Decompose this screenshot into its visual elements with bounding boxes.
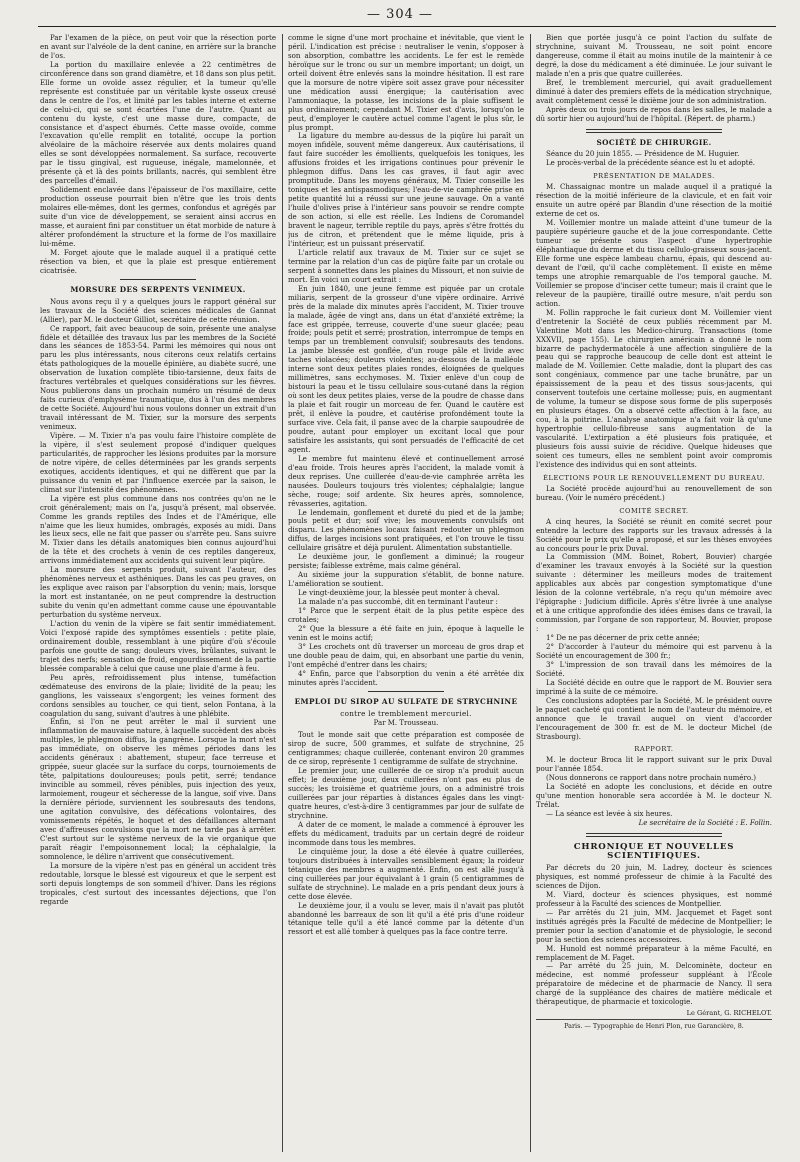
paragraph: La portion du maxillaire enlevée a 22 centimètres de circonférence dans son grand diamètre, et 18 dans son plus petit. Elle forme un ovoïde assez régulier, et la tumeur qu'elle représente est constituée par un véritable kyste osseux creusé dans le centre de l'os, et limité par les tables interne et externe de celui-ci, qui se sont écartées l'une de l'autre. Quant au contenu du kyste, c'est une masse dure, compacte, de consistance et d'aspect éburnés. Cette masse ovoïde, comme l'excavation qu'elle remplit en totalité, occupe la portion alvéolaire de la mâchoire réservée aux dents molaires quand elles se sont développées normalement. Sa surface, recouverte par le tissu gingival, est rugueuse, inégale, mamelonnée, et présente çà et là des points brillants, nacrés, qui semblent être des parcelles d'émail. (40, 59, 276, 186)
paragraph: — Par arrêté du 25 juin, M. Delcominète, docteur en médecine, est nommé professeur suppléant à l'École préparatoire de médecine et de pharmacie de Nancy. Il sera chargé de la suppléance des chaires de matière médicale et thérapeutique, de pharmacie et toxicologie. (536, 961, 772, 1007)
paragraph: Le cinquième jour, la dose a été élevée à quatre cuillerées, toujours distribuées à intervalles sensiblement égaux; la roideur tétanique des membres a augmenté. Enfin, on est allé jusqu'à cinq cuillerées par jour équivalant à 1 grain (5 centigrammes de sulfate de strychnine). Le malade en a pris pendant deux jours à cette dose élevée. (288, 846, 524, 901)
paragraph: L'article relatif aux travaux de M. Tixier sur ce sujet se termine par la relation d'un cas de piqûre faite par un crotale ou serpent à sonnettes dans les plaines du Missouri, et non suivie de mort. En voici un court extrait : (288, 247, 524, 284)
paragraph: La morsure des serpents produit, suivant l'auteur, des phénomènes nerveux et asthéniques. Dans les cas peu graves, on les explique avec raison par l'absorption du venin; mais, lorsque la mort est instantanée, on ne peut comprendre la destruction subite du venin qu'en admettant comme cause une épouvantable perturbation du système nerveux. (40, 565, 276, 620)
paragraph: M. Chassaignac montre un malade auquel il a pratiqué la résection de la moitié inférieure de la clavicule, et en fait voir ensuite un autre opéré par Blandin d'une résection de la moitié externe de cet os. (536, 182, 772, 219)
printer-imprint: Paris. — Typographie de Henri Plon, rue Garancière, 8. (536, 1019, 772, 1031)
column-right (536, 34, 772, 1152)
list-item: 3° Les crochets ont dû traverser un morceau de gros drap et une double peau de daim, qui, en absorbant une partie du venin, l'ont empêché d'entrer dans les chairs; (288, 641, 524, 669)
paragraph: Le premier jour, une cuillerée de ce sirop n'a produit aucun effet; le deuxième jour, deux cuillerées n'ont pas eu plus de succès; les troisième et quatrième jours, on a administré trois cuillerées par jour réparties à distances égales dans les vingt-quatre heures, c'est-à-dire 3 centigrammes par jour de sulfate de strychnine. (288, 766, 524, 821)
gerant-signature: Le Gérant, G. RICHELOT. (686, 1009, 772, 1018)
paragraph: M. Voillemier montre un malade atteint d'une tumeur de la paupière supérieure gauche et de la joue correspondante. Cette tumeur se présente sous l'aspect d'une hypertrophie éléphantiaque du derme et du tissu cellulo-graisseux sous-jacent. Elle forme une espèce lambeau charnu, épais, qui descend au-devant de l'œil, qu'il cache complètement. Il existe en même temps une atrophie remarquable de l'os temporal gauche. M. Voillemier se propose d'inciser cette tumeur; mais il craint que le releveur de la paupière, tiraillé outre mesure, n'ait perdu son action. (536, 218, 772, 308)
paragraph: Bien que portée jusqu'à ce point l'action du sulfate de strychnine, suivant M. Trousseau, ne soit point encore dangereuse, comme il était au moins inutile de la maintenir à ce degré, la dose du médicament a été diminuée. Le jour suivant le malade n'en a pris que quatre cuillerées. (536, 34, 772, 78)
paragraph: M. Viard, docteur ès sciences physiques, est nommé professeur à la Faculté des sciences de Montpellier. (536, 889, 772, 908)
section-separator (368, 691, 444, 692)
subsection-title: ÉLECTIONS POUR LE RENOUVELLEMENT DU BUREAU. (543, 473, 765, 482)
paragraph: La Société décide en outre que le rapport de M. Bouvier sera imprimé à la suite de ce mémoire. (536, 677, 772, 696)
paragraph: A dater de ce moment, le malade a commencé à éprouver les effets du médicament, traduits par un certain degré de roideur incommode dans tous les membres. (288, 819, 524, 847)
paragraph: La Commission (MM. Boinet, Robert, Bouvier) chargée d'examiner les travaux envoyés à la Société sur la question suivante : déterminer les meilleurs modes de traitement applicables aux abcès par congestion symptomatique d'une lésion de la colonne vertébrale, n'a reçu qu'un mémoire avec l'épigraphe : Judicium difficile. Après s'être livrée à une analyse et à une critique approfondie des idées émises dans ce travail, la commission, par l'organe de son rapporteur, M. Bouvier, propose : (536, 552, 772, 634)
paragraph: comme le signe d'une mort prochaine et inévitable, que vient le péril. L'indication est précise : neutraliser le venin, s'opposer à son absorption, combattre les accidents. Le fer est le remède héroïque sur le tronc ou sur un membre important; un doigt, un orteil doivent être enlevés sans la moindre hésitation. Il est rare que la morsure de notre vipère soit assez grave pour nécessiter une médication aussi énergique; la cautérisation avec l'ammoniaque, la potasse, les incisions de la plaie suffisent le plus ordinairement; cependant M. Tixier est d'avis, lorsqu'on le peut, d'employer le cautère actuel comme l'agent le plus sûr, le plus prompt. (288, 34, 524, 132)
article-subtitle: contre le tremblement mercuriel. (340, 708, 472, 718)
paragraph: — La séance est levée à six heures. (546, 809, 673, 819)
section-separator (120, 279, 196, 280)
subsection-title: COMITÉ SECRET. (619, 506, 689, 515)
paragraph: Tout le monde sait que cette préparation est composée de sirop de sucre, 500 grammes, et sulfate de strychnine, 25 centigrammes; chaque cuillerée, contenant environ 20 grammes de ce sirop, représente 1 centigramme de sulfate de strychnine. (288, 730, 524, 767)
paragraph: La morsure de la vipère n'est pas en général un accident très redoutable, lorsque le blessé est vigoureux et que le serpent est sorti depuis longtemps de son sommeil d'hiver. Dans les régions tropicales, c'est surtout des incessantes déjections, que l'on regarde (40, 860, 276, 906)
paragraph: Ce rapport, fait avec beaucoup de soin, présente une analyse fidèle et détaillée des travaux lus par les membres de la Société dans les séances de 1853-54. Parmi les mémoires qui nous ont paru les plus intéressants, nous citerons ceux relatifs certains états pathologiques de la mouelle épinière, au diabète sucré, une observation de luxation complète tibio-tarsienne, deux faits de fractures vertébrales et quelques considérations sur les fièvres. Nous publierons dans un prochain numéro un résumé de deux faits curieux d'emphysème traumatique, dus à l'un des membres de cette Société. Aujourd'hui nous voulons donner un extrait d'un travail intéressant de M. Tixier, sur la morsure des serpents venimeux. (40, 323, 276, 432)
paragraph: En juin 1840, une jeune femme est piquée par un crotale miliaris, serpent de la grosseur d'une vipère ordinaire. Arrivé près de la malade dix minutes après l'accident, M. Tixier trouve la malade, âgée de vingt ans, dans un état d'anxiété extrême; la face est grippée, terreuse, couverte d'une sueur glacée; peau froide; pouls petit et serré; prostration, interrompue de temps en temps par un tremblement convulsif; soubresauts des tendons. La jambe blessée est gonflée, d'un rouge pâle et livide avec taches violacées; douleurs violentes; au-dessous de la malléole interne sont deux petites plaies rondes, éloignées de quelques millimètres, sans ecchymoses. M. Tixier enlève d'un coup de bistouri la peau et le tissu cellulaire sous-cutané dans la région où sont les deux petites plaies, verse de la poudre de chasse dans la plaie et fait rougir un morceau de fer. Quand le cautère est prêt, il enlève la poudre, et cautérise profondément toute la surface vive. Cela fait, il panse avec de la charpie saupoudrée de poudre, autant pour employer un excitant local que pour satisfaire les assistants, qui sont persuadés de l'efficacité de cet agent. (288, 283, 524, 454)
secretary-signature: Le secrétaire de la Société : E. Follin. (638, 819, 772, 828)
article-author: Par M. Trousseau. (373, 719, 439, 728)
article-title: EMPLOI DU SIROP AU SULFATE DE STRYCHNINE (294, 696, 518, 706)
column-divider (530, 34, 531, 1152)
header-rule (38, 26, 776, 27)
section-separator (586, 129, 722, 133)
paragraph: Le lendemain, gonflement et dureté du pied et de la jambe; pouls petit et dur; soif vive; les mouvements convulsifs ont disparu. Les phénomènes locaux faisant redouter un phlegmon diffus, de larges incisions sont pratiquées, et l'on trouve le tissu cellulaire grisâtre et déjà purulent. Alimentation substantielle. (288, 507, 524, 553)
paragraph: M. Follin rapproche le fait curieux dont M. Voillemier vient d'entretenir la Société de ceux publiés récemment par M. Valentine Mott dans les Medico-chirurg. Transactions (tome XXXVII, page 155). Le chirurgien américain a donné le nom bizarre de pachydermatocèle à une affection singulière de la peau qui se rapproche beaucoup de celle dont est atteint le malade de M. Voillemier. Cette maladie, dont la plupart des cas sont congéniaux, commence par une tache brunâtre, par un épaississement de la peau et des tissus sous-jacents, qui conservent toutefois une certaine mollesse; puis, en augmentant de volume, la tumeur se dispose sous forme de plis superposés en plusieurs étages. On a observé cette affection à la face, au cou, à la poitrine. L'analyse anatomique n'a fait voir là qu'une hypertrophie cellulo-fibreuse sans augmentation de la vascularité. L'extirpation a été plusieurs fois pratiquée, et plusieurs fois aussi suivie de récidive. Quelque hideuses que soient ces tumeurs, elles ne semblent point avoir compromis l'existence des individus qui en sont atteints. (536, 307, 772, 469)
paragraph: La malade n'a pas succombé, dit en terminant l'auteur : (298, 597, 498, 607)
list-item: 1° Parce que le serpent était de la plus petite espèce des crotales; (288, 606, 524, 624)
paragraph: La ligature du membre au-dessus de la piqûre lui paraît un moyen infidèle, souvent même dangereux. Aux cautérisations, il faut faire succéder les émollients, quelquefois les toniques, les affusions froides et les irrigations continues pour prévenir le phlegmon diffus. Dans les cas graves, il faut agir avec promptitude. Dans les moyens généraux, M. Tixier conseille les toniques et les antispasmodiques; l'eau-de-vie camphrée prise en petite quantité lui a réussi sur une jeune sauvage. On a vanté l'huile d'olives prise à l'intérieur sans pouvoir se rendre compte de son action, si elle est réelle. Les Indiens de Coromandel bravent le nageur, terrible reptile du pays, après s'être frottés du jus de citron, et prétendent que le même liquide, pris à l'intérieur, est un puissant préservatif. (288, 131, 524, 248)
paragraph: Au sixième jour la suppuration s'établit, de bonne nature. L'amélioration se soutient. (288, 570, 524, 589)
paragraph: M. Forget ajoute que le malade auquel il a pratiqué cette résection va bien, et que la plaie est presque entièrement cicatrisée. (40, 247, 276, 275)
article-title: MORSURE DES SERPENTS VENIMEUX. (70, 284, 246, 294)
paragraph: Par décrets du 20 juin, M. Ladrey, docteur ès sciences physiques, est nommé professeur de chimie à la Faculté des sciences de Dijon. (536, 862, 772, 890)
paragraph: Le deuxième jour, il a voulu se lever, mais il n'avait pas plutôt abandonné les barreaux de son lit qu'il a été pris d'une roideur tétanique telle qu'il a été lancé comme par la détente d'un ressort et est allé tomber à quelques pas la face contre terre. (288, 900, 524, 937)
paragraph: La Société en adopte les conclusions, et décide en outre qu'une mention honorable sera accordée à M. le docteur N. Trélat. (536, 782, 772, 810)
paragraph: Le vingt-deuxième jour, la blessée peut monter à cheval. (298, 588, 500, 598)
column-middle (288, 34, 524, 1152)
paragraph: Solidement enclavée dans l'épaisseur de l'os maxillaire, cette production osseuse pourrait bien n'être que les trois dents molaires elle-mêmes, dont les germes, confondus et agrégés par suite d'un vice de développement, se seraient ainsi accrus en masse, et auraient fini par constituer un état morbide de nature à altérer profondément la structure et la forme de l'os maxillaire lui-même. (40, 185, 276, 248)
paragraph: Par l'examen de la pièce, on peut voir que la résection porte en avant sur l'alvéole de la dent canine, en arrière sur la branche de l'os. (40, 34, 276, 60)
paragraph: (Nous donnerons ce rapport dans notre prochain numéro.) (546, 773, 756, 783)
paragraph: La vipère est plus commune dans nos contrées qu'on ne le croit généralement; mais on l'a, jusqu'à présent, mal observée. Comme les grands reptiles des Indes et de l'Amérique, elle n'aime que les lieux humides, ombragés, exposés au midi. Dans les lieux secs, elle ne fait que passer ou s'arrête peu. Sans suivre M. Tixier dans les détails anatomiques bien connus aujourd'hui de la tête et des crochets à venin de ces reptiles dangereux, arrivons immédiatement aux accidents qui suivent leur piqûre. (40, 493, 276, 566)
list-item: 1° De ne pas décerner de prix cette année; (546, 633, 700, 643)
paragraph: — Par arrêtés du 21 juin, MM. Jacquemet et Faget sont institués agrégés près la Faculté de médecine de Montpellier; le premier pour la section d'anatomie et de physiologie, le second pour la section des sciences accessoires. (536, 907, 772, 944)
paragraph: M. Hunold est nommé préparateur à la même Faculté, en remplacement de M. Faget. (536, 943, 772, 962)
paragraph: L'action du venin de la vipère se fait sentir immédiatement. Voici l'exposé rapide des symptômes essentiels : petite plaie, ordinairement double, ressemblant à une piqûre d'où s'écoule parfois une goutte de sang; douleurs vives, brûlantes, suivant le trajet des nerfs; sensation de froid, engourdissement de la partie blessée comparable à celui que cause une plaie d'arme à feu. (40, 619, 276, 673)
section-title: SOCIÉTÉ DE CHIRURGIE. (596, 137, 712, 147)
list-item: 2° D'accorder à l'auteur du mémoire qui est parvenu à la Société un encouragement de 300 fr.; (536, 642, 772, 660)
section-separator (586, 833, 722, 837)
list-item: 2° Que la blessure a été faite en juin, époque à laquelle le venin est le moins actif; (288, 623, 524, 642)
paragraph: Bref, le tremblement mercuriel, qui avait graduellement diminué à dater des premiers effets de la médication strychnique, avait complètement cessé le dixième jour de son administration. (536, 77, 772, 105)
paragraph: La Société procède aujourd'hui au renouvellement de son bureau. (Voir le numéro précédent.) (536, 483, 772, 502)
paragraph: Vipère. — M. Tixier n'a pas voulu faire l'histoire complète de la vipère, il s'est seulement proposé d'indiquer quelques particularités, de rapprocher les lésions produites par la morsure de notre vipère, de celles déterminées par les grands serpents exotiques, accidents identiques, et qui ne diffèrent que par la puissance du venin et par l'influence exercée par la saison, le climat sur l'intensité des phénomènes. (40, 430, 276, 494)
paragraph: M. le docteur Broca lit le rapport suivant sur le prix Duval pour l'année 1854. (536, 755, 772, 774)
paragraph: Le membre fut maintenu élevé et continuellement arrosé d'eau froide. Trois heures après l'accident, la malade vomit à deux reprises. Une cuillerée d'eau-de-vie camphrée arrêta les nausées. Douleurs toujours très violentes; céphalalgie; langue sèche, rouge; soif ardente. Six heures après, somnolence, rêvasseries, agitation. (288, 453, 524, 508)
paragraph: Le procès-verbal de la précédente séance est lu et adopté. (546, 158, 756, 168)
subsection-title: PRÉSENTATION DE MALADES. (593, 172, 715, 181)
paragraph: Peu après, refroidissement plus intense, tuméfaction œdémateuse des environs de la plaie; lividité de la peau; les ganglions, les vaisseaux s'engorgent; les veines forment des cordons sensibles au toucher, ce qui tient, selon Fontana, à la coagulation du sang, suivant d'autres à une phlébite. (40, 672, 276, 718)
paragraph: Le deuxième jour, le gonflement a diminué; la rougeur persiste; faiblesse extrême, mais calme général. (288, 552, 524, 571)
paragraph: Ces conclusions adoptées par la Société, M. le président ouvre le paquet cacheté qui contient le nom de l'auteur du mémoire, et annonce que le travail auquel on vient d'accorder l'encouragement de 300 fr. est de M. le docteur Michel (de Strasbourg). (536, 695, 772, 741)
page-number: — 304 — (366, 7, 434, 22)
paragraph: A cinq heures, la Société se réunit en comité secret pour entendre la lecture des rapports sur les travaux adressés à la Société pour le prix qu'elle a proposé, et sur les thèses envoyées au concours pour le prix Duval. (536, 516, 772, 553)
chronicle-title: CHRONIQUE ET NOUVELLES SCIENTIFIQUES. (573, 842, 735, 862)
paragraph: Enfin, si l'on ne peut arrêter le mal il survient une inflammation de mauvaise nature, à laquelle succèdent des abcès multiples, le phlegmon diffus, la gangrène. Lorsque la mort n'est pas immédiate, on observe les mêmes périodes dans les accidents généraux : abattement, stupeur, face terreuse et grippée, sueur glacée sur la surface du corps, tournoiements de tête, palpitations douloureuses; pouls petit, serré; tendance invincible au sommeil, rêves pénibles, puis injection des yeux, larmoiement, rougeur et sécheresse de la langue, soif vive. Dans la dernière période, surviennent les soubresauts des tendons, une agitation convulsive, des défécations volontaires, des vomissements répétés, le hoquet et des défaillances alternant avec d'affreuses convulsions que la mort ne tarde pas à arrêter. C'est surtout sur le système nerveux de la vie organique que paraît réagir l'empoisonnement local; la céphalalgie, la somnolence, le délire n'arrivent que consécutivement. (40, 717, 276, 861)
paragraph: Séance du 20 juin 1855. — Présidence de M. Huguier. (546, 149, 740, 159)
list-item: 3° L'impression de son travail dans les mémoires de la Société. (536, 659, 772, 678)
paragraph: Après deux ou trois jours de repos dans les salles, le malade a dû sortir hier ou aujourd'hui de l'hôpital. (Répert. de pharm.) (536, 104, 772, 123)
column-left (40, 34, 276, 1152)
column-divider (282, 34, 283, 1152)
subsection-title: RAPPORT. (634, 745, 674, 754)
paragraph: Nous avons reçu il y a quelques jours le rapport général sur les travaux de la Société des sciences médicales de Gannat (Allier), par M. le docteur Gilliot, secrétaire de cette réunion. (40, 296, 276, 324)
list-item: 4° Enfin, parce que l'absorption du venin a été arrêtée dix minutes après l'accident. (288, 668, 524, 687)
